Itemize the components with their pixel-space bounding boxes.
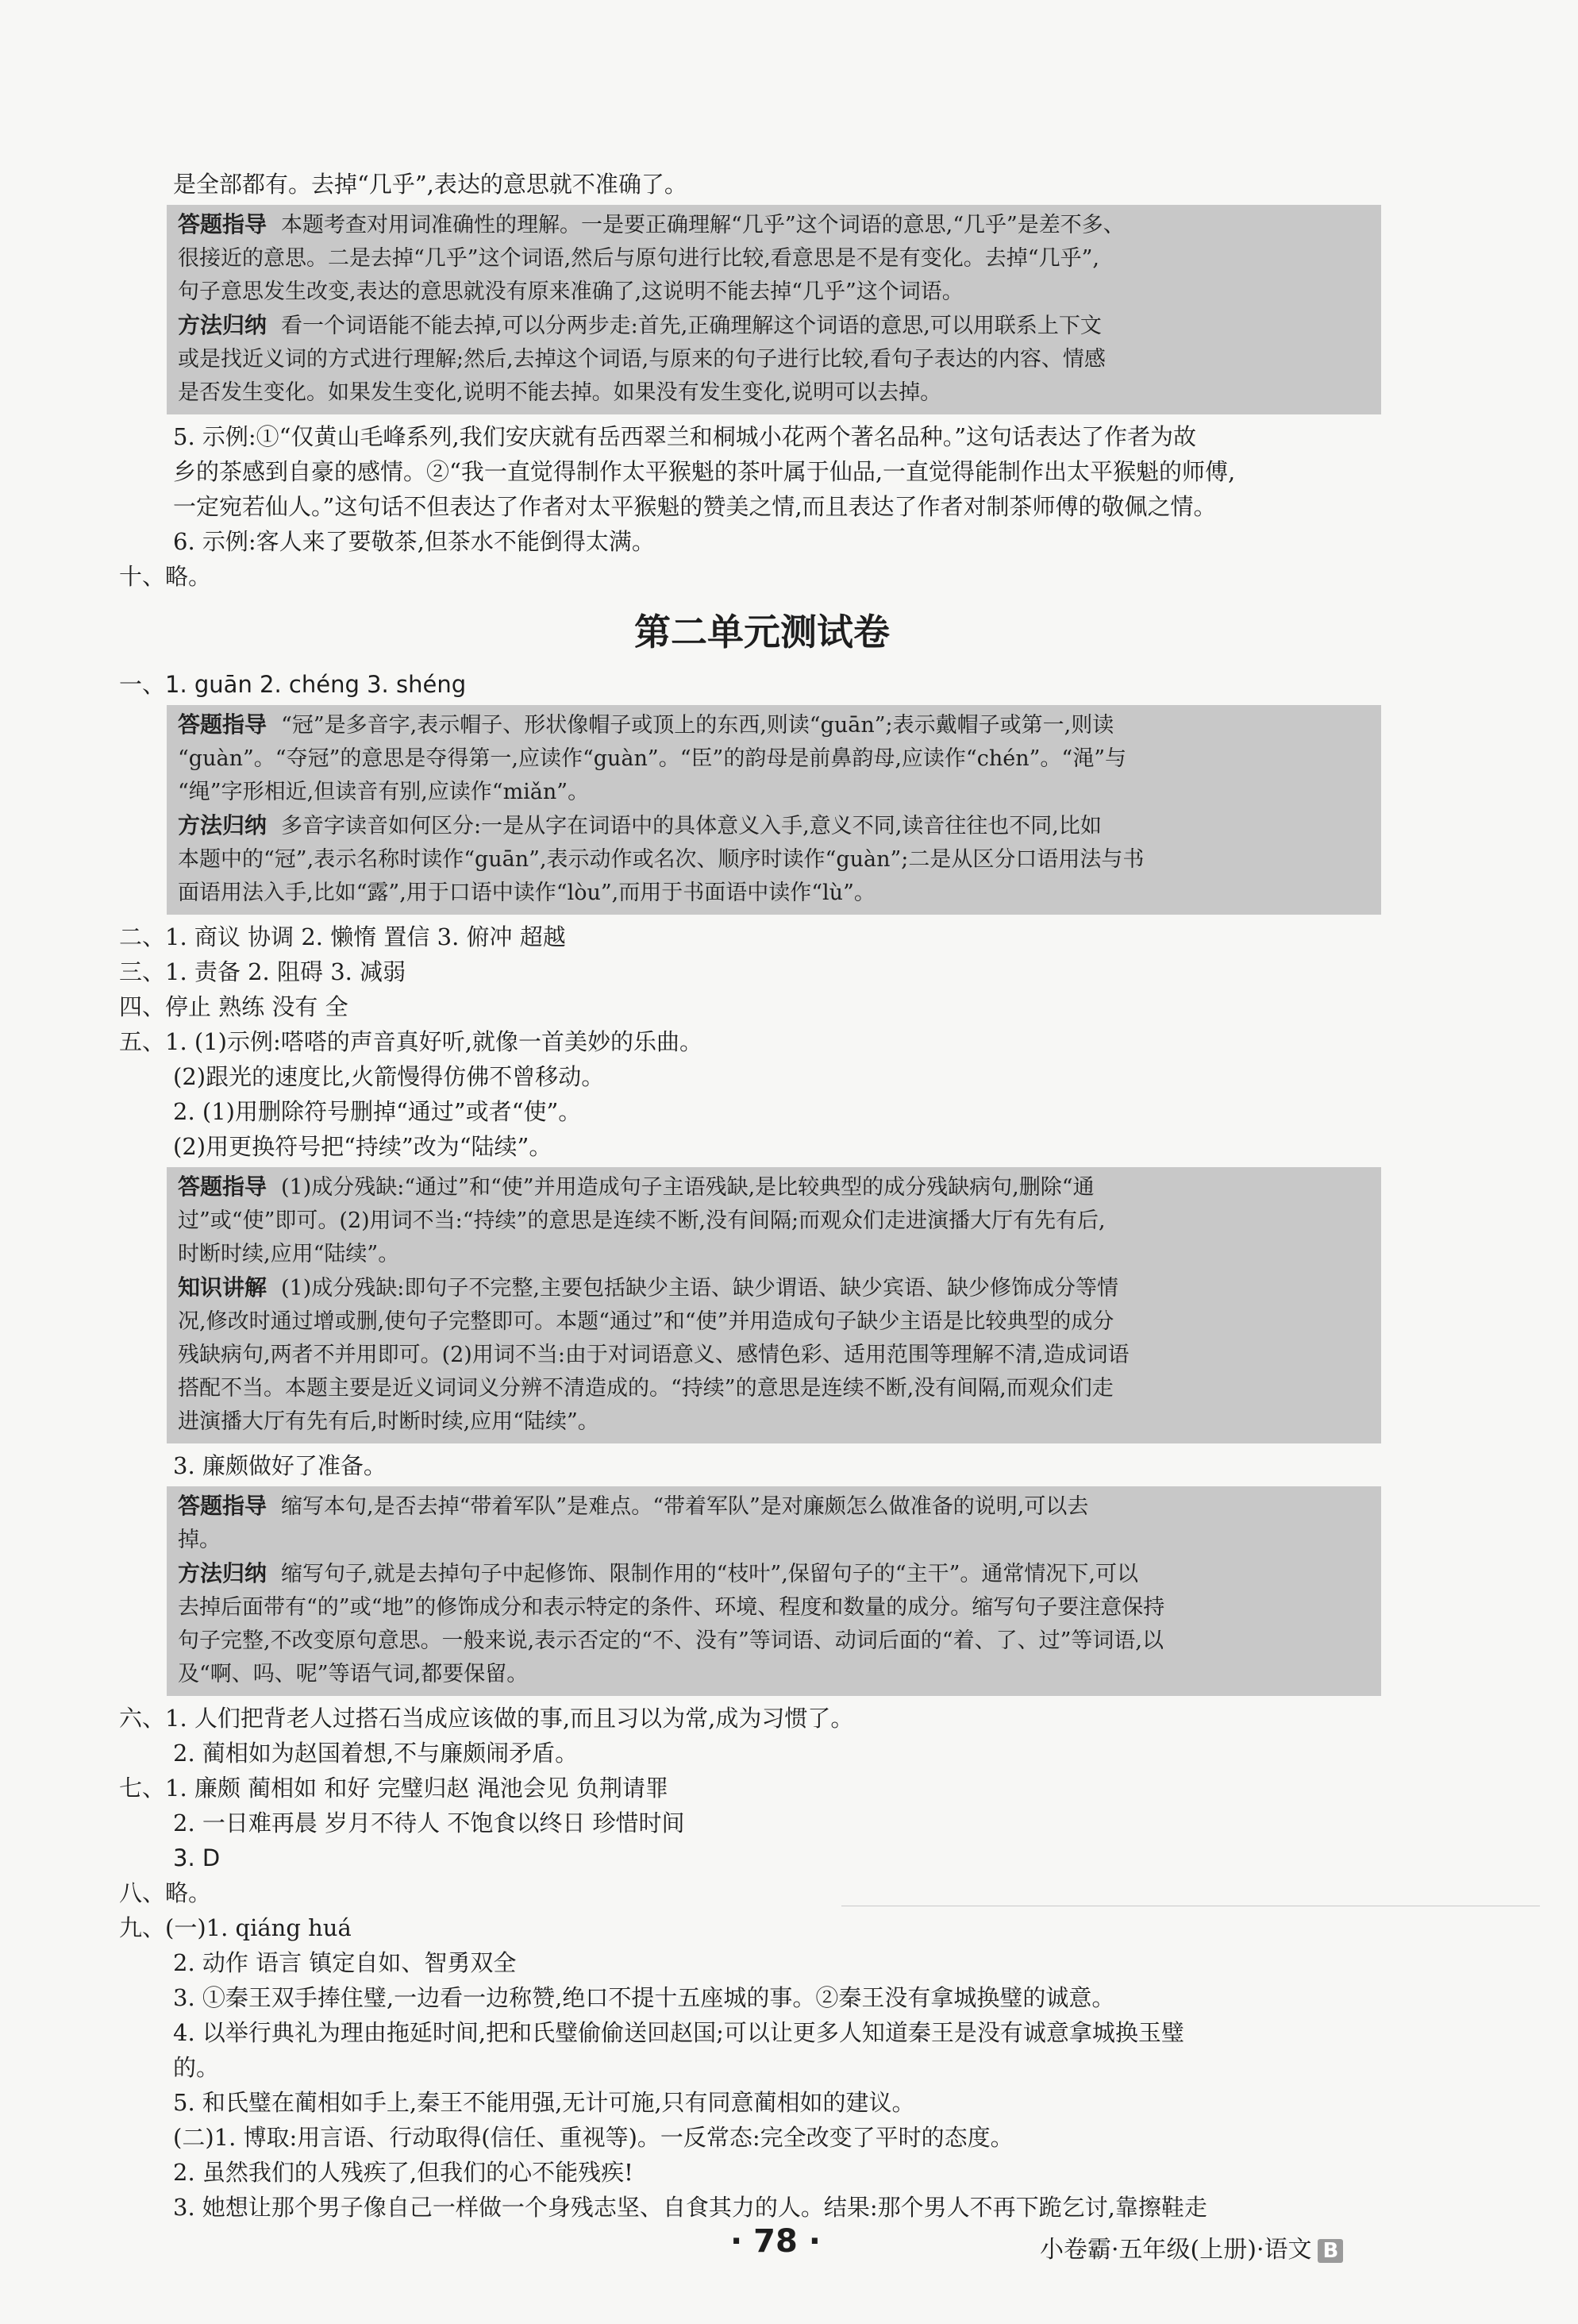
tip-box bbox=[167, 1167, 1381, 1443]
answer-line: (2)跟光的速度比,火箭慢得仿佛不曾移动。 bbox=[173, 1063, 605, 1090]
answer-line: (2)用更换符号把“持续”改为“陆续”。 bbox=[173, 1133, 552, 1160]
tip-text: 缩写本句,是否去掉“带着军队”是难点。“带着军队”是对廉颇怎么做准备的说明,可以去 bbox=[281, 1494, 1089, 1519]
method-text: 去掉后面带有“的”或“地”的修饰成分和表示特定的条件、环境、程度和数量的成分。缩写句子要注意保持 bbox=[178, 1595, 1165, 1620]
text-line: 是全部都有。去掉“几乎”,表达的意思就不准确了。 bbox=[173, 171, 687, 198]
method-text: 是否发生变化。如果发生变化,说明不能去掉。如果没有发生变化,说明可以去掉。 bbox=[178, 380, 942, 405]
section-one: 一、1. guān 2. chéng 3. shéng bbox=[119, 671, 467, 698]
section-three: 三、1. 责备 2. 阻碍 3. 减弱 bbox=[119, 958, 406, 985]
section-seven: 七、1. 廉颇 蔺相如 和好 完璧归赵 渑池会见 负荆请罪 bbox=[119, 1775, 668, 1802]
answer-line: 2. 动作 语言 镇定自如、智勇双全 bbox=[173, 1949, 517, 1976]
method-text: 看一个词语能不能去掉,可以分两步走:首先,正确理解这个词语的意思,可以用联系上下文 bbox=[281, 314, 1102, 338]
unit-title: 第二单元测试卷 bbox=[634, 611, 890, 653]
answer-line: 3. ①秦王双手捧住璧,一边看一边称赞,绝口不提十五座城的事。②秦王没有拿城换璧的诚意。 bbox=[173, 1984, 1115, 2011]
answer-line: 3. 廉颇做好了准备。 bbox=[173, 1452, 387, 1479]
answer-line: 5. 和氏璧在蔺相如手上,秦王不能用强,无计可施,只有同意蔺相如的建议。 bbox=[173, 2089, 915, 2116]
book-title-text: 小卷霸·五年级(上册)·语文 bbox=[1040, 2236, 1312, 2264]
answer-line: 3. D bbox=[173, 1844, 221, 1871]
answer-line: 乡的茶感到自豪的感情。②“我一直觉得制作太平猴魁的茶叶属于仙品,一直觉得能制作出太平猴魁的师傅, bbox=[173, 458, 1236, 485]
method-text: 句子完整,不改变原句意思。一般来说,表示否定的“不、没有”等词语、动词后面的“着、了、过”等词语,以 bbox=[178, 1628, 1164, 1653]
section-five: 五、1. (1)示例:嗒嗒的声音真好听,就像一首美妙的乐曲。 bbox=[119, 1028, 702, 1055]
tip-text: 过”或“使”即可。(2)用词不当:“持续”的意思是连续不断,没有间隔;而观众们走进演播大厅有先有后, bbox=[178, 1208, 1106, 1233]
answer-line: 3. 她想让那个男子像自己一样做一个身残志坚、自食其力的人。结果:那个男人不再下跪乞讨,靠擦鞋走 bbox=[173, 2194, 1207, 2221]
section-six: 六、1. 人们把背老人过搭石当成应该做的事,而且习以为常,成为习惯了。 bbox=[119, 1705, 854, 1732]
section-eight: 八、略。 bbox=[119, 1879, 212, 1906]
answer-line: 2. 一日难再晨 岁月不待人 不饱食以终日 珍惜时间 bbox=[173, 1809, 685, 1836]
tip-text: 本题考查对用词准确性的理解。一是要正确理解“几乎”这个词语的意思,“几乎”是差不多、 bbox=[281, 213, 1125, 237]
answer-line: 2. (1)用删除符号删掉“通过”或者“使”。 bbox=[173, 1098, 582, 1125]
answer-line: 一定宛若仙人。”这句话不但表达了作者对太平猴魁的赞美之情,而且表达了作者对制茶师傅的敬佩之情。 bbox=[173, 493, 1217, 520]
tip-text: “绳”字形相近,但读音有别,应读作“miǎn”。 bbox=[178, 780, 590, 804]
method-text: 多音字读音如何区分:一是从字在词语中的具体意义入手,意义不同,读音往往也不同,比如 bbox=[281, 814, 1102, 838]
tip-tag: 答题指导 bbox=[178, 1493, 267, 1519]
answer-page bbox=[119, 167, 1405, 2225]
knowledge-text: (1)成分残缺:即句子不完整,主要包括缺少主语、缺少谓语、缺少宾语、缺少修饰成分等情 bbox=[281, 1276, 1118, 1301]
tip-text: “guàn”。“夺冠”的意思是夺得第一,应读作“guàn”。“臣”的韵母是前鼻韵母,应读作“chén”。“渑”与 bbox=[178, 746, 1126, 771]
tip-box bbox=[167, 1486, 1381, 1696]
tip-tag: 答题指导 bbox=[178, 211, 267, 237]
knowledge-tag: 知识讲解 bbox=[178, 1274, 267, 1301]
book-title bbox=[1040, 2230, 1343, 2264]
knowledge-text: 进演播大厅有先有后,时断时续,应用“陆续”。 bbox=[178, 1409, 599, 1434]
knowledge-text: 搭配不当。本题主要是近义词词义分辨不清造成的。“持续”的意思是连续不断,没有间隔,而观众们走 bbox=[178, 1376, 1114, 1401]
section-four: 四、停止 熟练 没有 全 bbox=[119, 993, 348, 1020]
tip-text: 很接近的意思。二是去掉“几乎”这个词语,然后与原句进行比较,看意思是不是有变化。去掉“几乎”, bbox=[178, 246, 1099, 271]
answer-line: 5. 示例:①“仅黄山毛峰系列,我们安庆就有岳西翠兰和桐城小花两个著名品种。”这句话表达了作者为故 bbox=[173, 423, 1197, 450]
method-text: 缩写句子,就是去掉句子中起修饰、限制作用的“枝叶”,保留句子的“主干”。通常情况下,可以 bbox=[281, 1562, 1138, 1586]
knowledge-text: 况,修改时通过增或删,使句子完整即可。本题“通过”和“使”并用造成句子缺少主语是比较典型的成分 bbox=[178, 1309, 1114, 1334]
method-text: 或是找近义词的方式进行理解;然后,去掉这个词语,与原来的句子进行比较,看句子表达的内容、情感 bbox=[178, 347, 1106, 372]
method-text: 及“啊、吗、呢”等语气词,都要保留。 bbox=[178, 1662, 529, 1686]
knowledge-text: 残缺病句,两者不并用即可。(2)用词不当:由于对词语意义、感情色彩、适用范围等理解不清,造成词语 bbox=[178, 1343, 1130, 1367]
section-two: 二、1. 商议 协调 2. 懒惰 置信 3. 俯冲 超越 bbox=[119, 923, 566, 950]
method-tag: 方法归纳 bbox=[178, 312, 267, 338]
tip-tag: 答题指导 bbox=[178, 711, 267, 738]
method-text: 本题中的“冠”,表示名称时读作“guān”,表示动作或名次、顺序时读作“guàn”;二是从区分口语用法与书 bbox=[178, 847, 1145, 872]
section-nine: 九、(一)1. qiáng huá bbox=[119, 1914, 352, 1941]
tip-box bbox=[167, 705, 1381, 915]
method-tag: 方法归纳 bbox=[178, 812, 267, 838]
edition-badge: B bbox=[1318, 2239, 1343, 2263]
answer-line: 的。 bbox=[173, 2054, 220, 2081]
answer-line: (二)1. 博取:用言语、行动取得(信任、重视等)。一反常态:完全改变了平时的态度。 bbox=[173, 2124, 1014, 2151]
tip-box bbox=[167, 205, 1381, 414]
tip-text: 掉。 bbox=[178, 1528, 221, 1552]
answer-line: 6. 示例:客人来了要敬茶,但茶水不能倒得太满。 bbox=[173, 528, 655, 555]
tip-text: 句子意思发生改变,表达的意思就没有原来准确了,这说明不能去掉“几乎”这个词语。 bbox=[178, 279, 964, 304]
tip-text: 时断时续,应用“陆续”。 bbox=[178, 1242, 400, 1266]
tip-text: “冠”是多音字,表示帽子、形状像帽子或顶上的东西,则读“guān”;表示戴帽子或第一,则读 bbox=[281, 713, 1114, 738]
method-tag: 方法归纳 bbox=[178, 1560, 267, 1586]
answer-line: 2. 蔺相如为赵国着想,不与廉颇闹矛盾。 bbox=[173, 1740, 579, 1767]
answer-line: 2. 虽然我们的人残疾了,但我们的心不能残疾! bbox=[173, 2159, 633, 2186]
section-ten: 十、略。 bbox=[119, 563, 212, 590]
page-number: · 78 · bbox=[730, 2223, 821, 2260]
method-text: 面语用法入手,比如“露”,用于口语中读作“lòu”,而用于书面语中读作“lù”。 bbox=[178, 881, 876, 905]
tip-tag: 答题指导 bbox=[178, 1174, 267, 1200]
answer-line: 4. 以举行典礼为理由拖延时间,把和氏璧偷偷送回赵国;可以让更多人知道秦王是没有诚意拿城换玉璧 bbox=[173, 2019, 1184, 2046]
tip-text: (1)成分残缺:“通过”和“使”并用造成句子主语残缺,是比较典型的成分残缺病句,删除“通 bbox=[281, 1175, 1095, 1200]
